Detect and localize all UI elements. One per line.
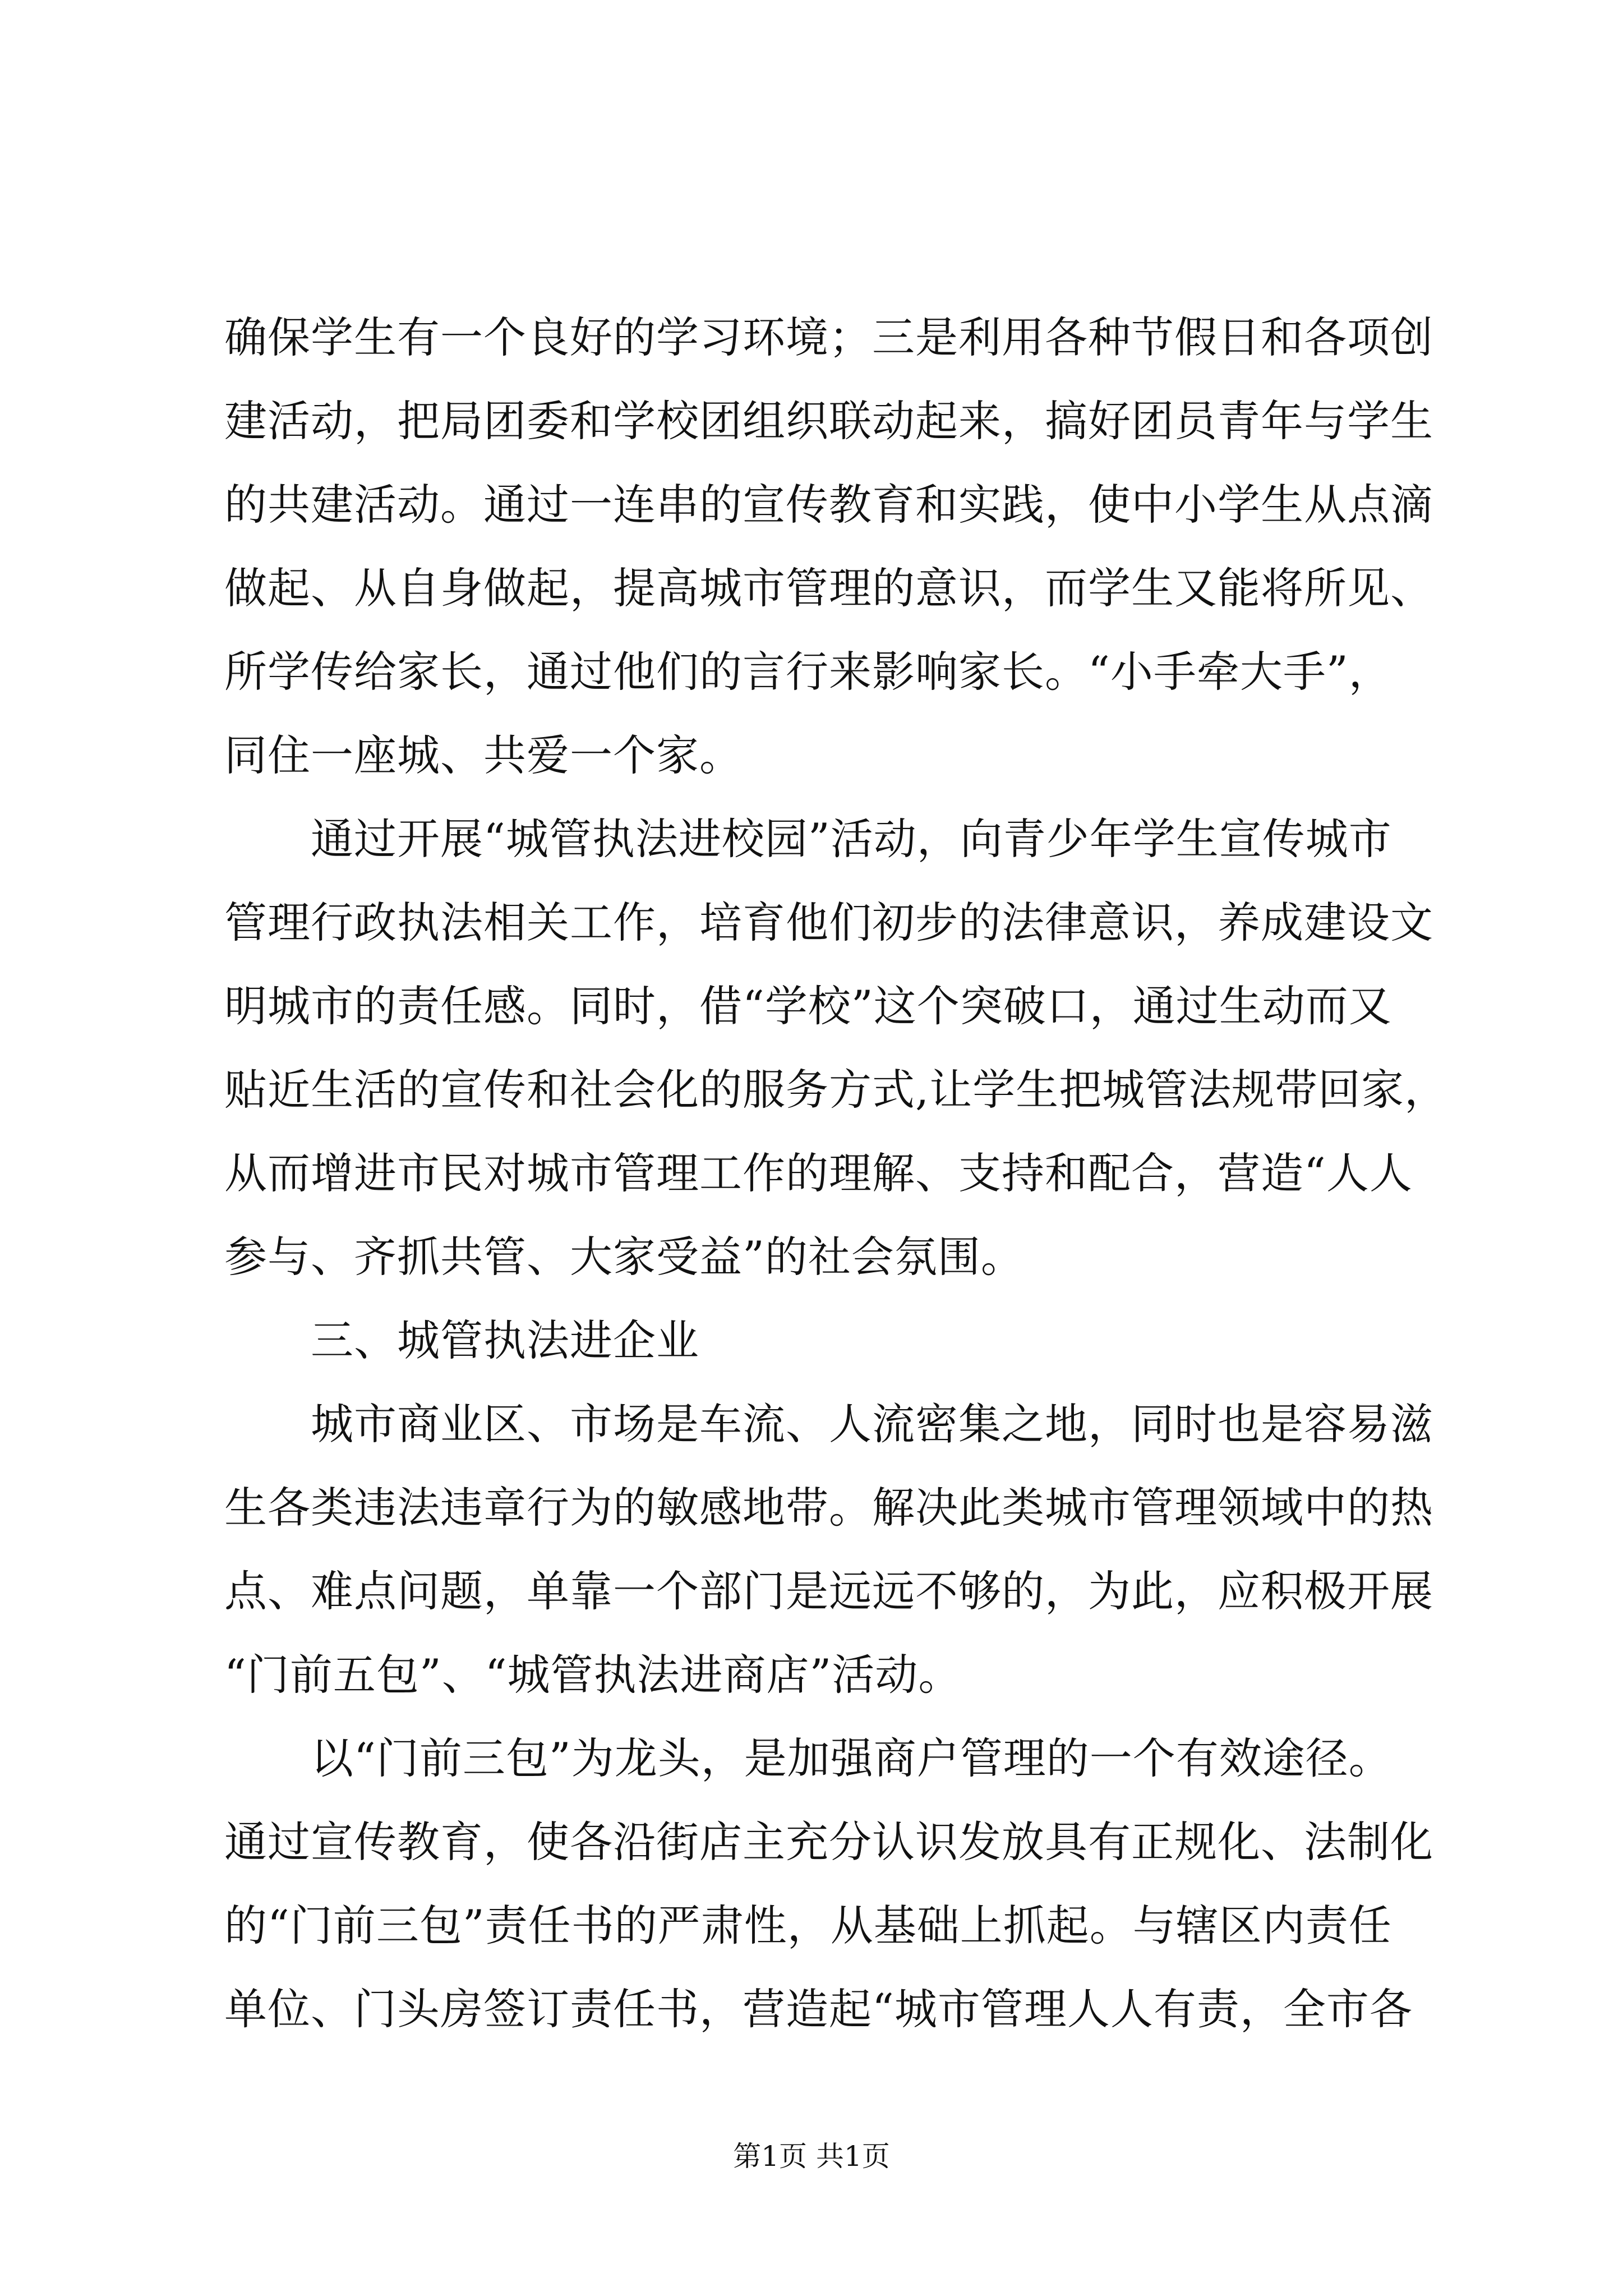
body-line: 明城市的责任感。同时，借“学校”这个突破口，通过生动而又 [224, 981, 1392, 1031]
body-line: 所学传给家长，通过他们的言行来影响家长。“小手牵大手”， [224, 647, 1392, 697]
body-line: 通过宣传教育，使各沿街店主充分认识发放具有正规化、法制化 [224, 1817, 1433, 1867]
body-line: 从而增进市民对城市管理工作的理解、支持和配合，营造“人人 [224, 1148, 1413, 1198]
body-line: 的“门前三包”责任书的严肃性，从基础上抓起。与辖区内责任 [224, 1901, 1392, 1950]
body-line: 点、难点问题，单靠一个部门是远远不够的，为此，应积极开展 [224, 1566, 1433, 1616]
body-line: 的共建活动。通过一连串的宣传教育和实践，使中小学生从点滴 [224, 480, 1433, 530]
page-footer: 第1页 共1页 [733, 2140, 890, 2173]
body-line: 同住一座城、共爱一个家。 [224, 730, 743, 780]
body-line: 建活动，把局团委和学校团组织联动起来，搞好团员青年与学生 [224, 396, 1433, 446]
paragraph-first-line: 城市商业区、市场是车流、人流密集之地，同时也是容易滋 [311, 1399, 1433, 1449]
body-line: 管理行政执法相关工作，培育他们初步的法律意识，养成建设文 [224, 898, 1433, 947]
body-line: 生各类违法违章行为的敏感地带。解决此类城市管理领域中的热 [224, 1483, 1433, 1533]
paragraph-first-line: 以“门前三包”为龙头，是加强商户管理的一个有效途径。 [311, 1733, 1392, 1783]
body-line: 做起、从自身做起，提高城市管理的意识，而学生又能将所见、 [224, 563, 1433, 613]
body-line: 单位、门头房签订责任书，营造起“城市管理人人有责，全市各 [224, 1984, 1413, 2034]
body-line: 参与、齐抓共管、大家受益”的社会氛围。 [224, 1232, 1024, 1282]
body-line: “门前五包”、“城管执法进商店”活动。 [224, 1650, 962, 1700]
body-line: 贴近生活的宣传和社会化的服务方式,让学生把城管法规带回家， [224, 1065, 1448, 1115]
section-heading: 三、城管执法进企业 [311, 1315, 699, 1365]
body-line: 确保学生有一个良好的学习环境；三是利用各种节假日和各项创 [224, 312, 1433, 362]
document-body [224, 296, 1448, 2051]
paragraph-first-line: 通过开展“城管执法进校园”活动，向青少年学生宣传城市 [311, 814, 1392, 864]
